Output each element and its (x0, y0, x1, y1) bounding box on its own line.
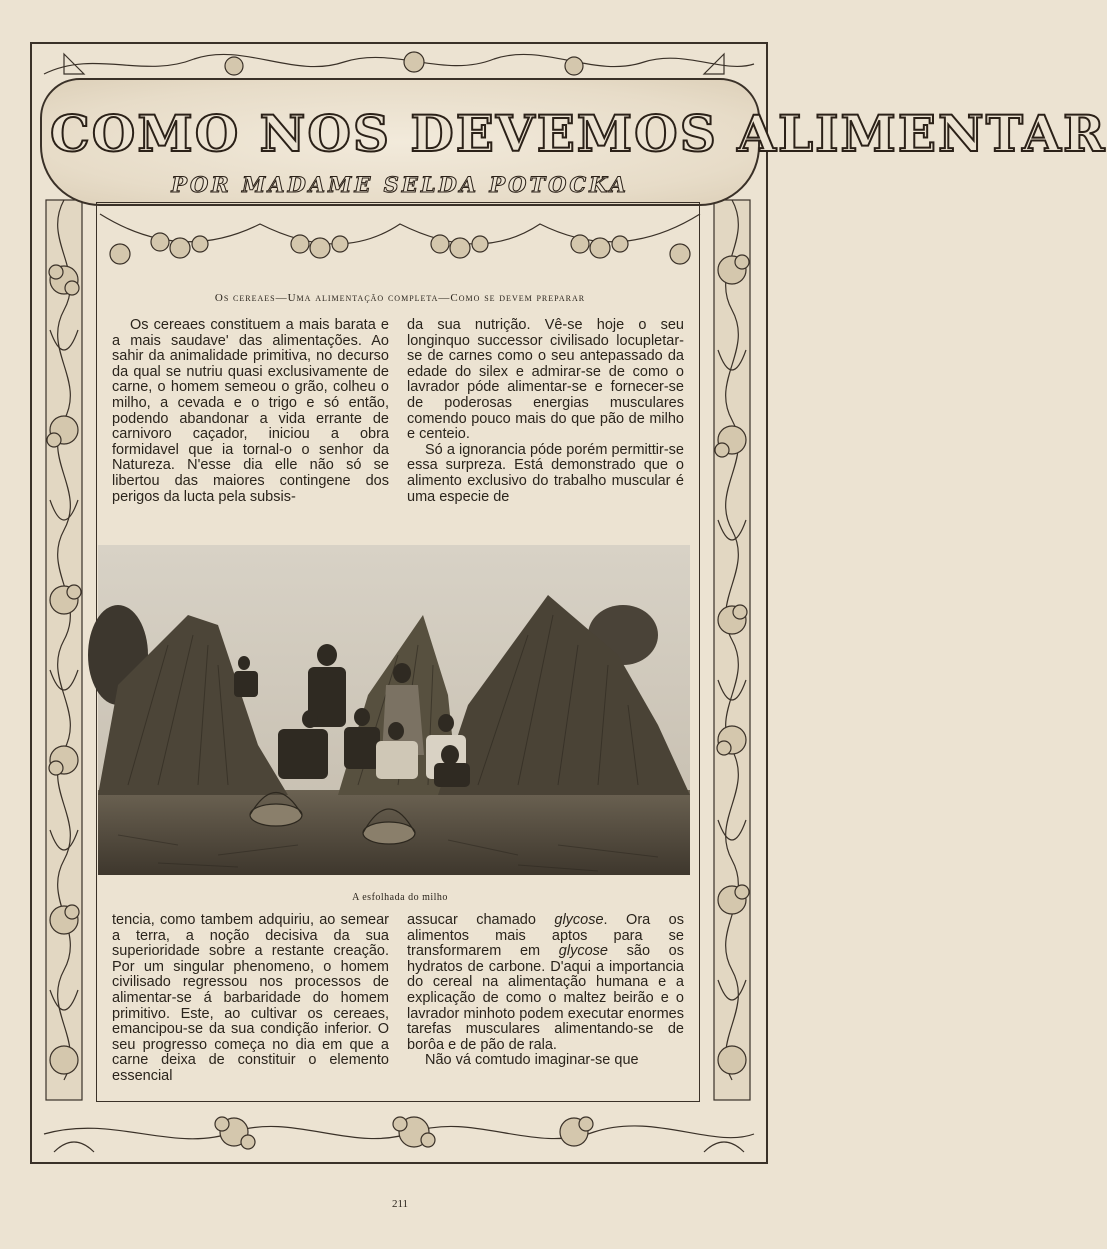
paragraph: tencia, como tambem adquiriu, ao semear a terra, a noção decisiva da sua superioridade sobre a restante creação. Por um singular phenomeno, o homem civilisado regressou nos processos de alimentar-se á barbaridade do homem primitivo. Este, ao cultivar os cereaes, emancipou-se da sua condição inferior. O seu progresso começa no dia em que a carne deixa de constituir o elemento essencial (112, 912, 389, 1084)
upper-left-column (112, 318, 389, 505)
lower-left-column (112, 913, 389, 1085)
photo-scene (98, 545, 690, 875)
paragraph: Os cereaes constituem a mais barata e a mais saudave' das alimentações. Ao sahir da animalidade primitiva, no decurso da qual se nutriu quasi exclusivamente de carne, o homem semeou o grão, colheu o milho, a cevada e o trigo e só então, podendo abandonar a vida errante de carnivoro caçador, iniciou a obra formidavel que ia tornal-o o senhor da Natureza. N'esse dia elle não só se libertou das maiores contingene dos perigos da lucta pela subsis- (112, 317, 389, 505)
article-subheading: Os cereaes—Uma alimentação completa—Como se devem preparar (214, 292, 586, 304)
article-title: COMO NOS DEVEMOS ALIMENTAR (50, 104, 1107, 163)
paragraph: da sua nutrição. Vê-se hoje o seu longinquo successor civilisado locupletar-se de carnes como o seu antepassado da edade do silex e admirar-se de como o lavrador póde alimentar-se e fornecer-se de poderosas energias musculares comendo pouco mais do que pão de milho e centeio. (407, 317, 684, 443)
emphasis-glycose: glycose (558, 943, 608, 960)
upper-right-column (407, 318, 684, 505)
text-run: são os hydratos de carbone. D'aqui a importancia do cereal na alimentação humana e a explicação de como o maltez beirão e o lavrador minhoto podem executar enormes tarefas musculares alimentando-se de borôa e de pão de rala. (407, 943, 684, 1053)
paragraph: Só a ignorancia póde porém permittir-se essa surpreza. Está demonstrado que o alimento exclusivo do trabalho muscular é uma especie de (407, 441, 684, 505)
emphasis-glycose: glycose (554, 912, 604, 928)
photo-caption: A esfolhada do milho (352, 892, 448, 903)
text-run: assucar chamado (407, 912, 555, 928)
paragraph: Não vá comtudo imaginar-se que (425, 1052, 639, 1069)
lower-right-column (407, 913, 684, 1069)
text-run: . Ora os alimentos mais aptos para se transformarem em (407, 912, 685, 960)
bottom-garland-ornament (34, 1104, 764, 1162)
harvest-photograph (98, 545, 690, 875)
paragraph (407, 913, 684, 1053)
article-byline: POR MADAME SELDA POTOCKA (171, 172, 629, 197)
right-garland-ornament (700, 200, 764, 1100)
left-garland-ornament (32, 200, 96, 1100)
page-number: 211 (391, 1198, 409, 1210)
